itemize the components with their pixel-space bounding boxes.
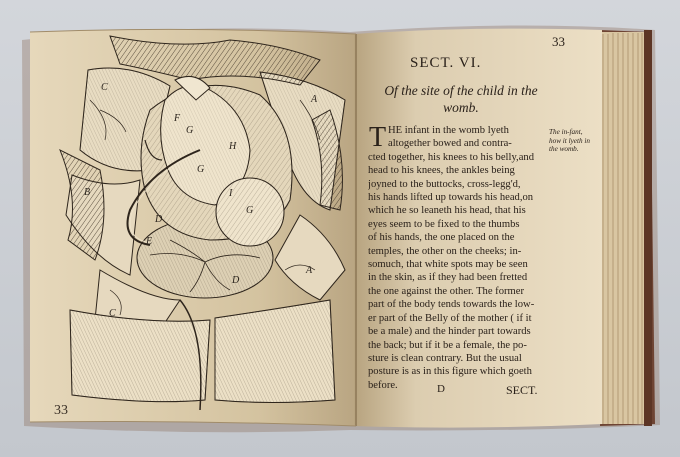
body-line: part of the body tends towards the low- [368,299,535,311]
chapter-title-line: Of the site of the child in the [384,83,538,98]
body-text [368,124,548,392]
figure-label: B [84,187,91,198]
catchword: SECT. [506,383,538,397]
body-line: cted together, his knees to his belly,and [368,151,534,163]
body-line: of his hands, the one placed on the [368,232,515,244]
body-line: his hands lifted up towards his head,on [368,192,534,204]
figure-label: H [229,141,237,152]
chapter-title-line: womb. [443,100,479,115]
body-line: temples, the other on the cheeks; in- [368,245,522,257]
body-line: head to his knees, the ankles being [368,165,515,177]
page-stack-right [600,30,652,426]
drop-cap: T [369,122,387,153]
signature-mark: D [437,383,445,395]
figure-label: C [101,82,108,93]
figure-label: C [109,308,116,319]
page-number-right: 33 [552,34,565,49]
body-line: the one against the other. The former [368,285,525,297]
body-line: the back; but if it be a female, the po- [368,339,527,351]
body-line: er part of the Belly of the mother ( if it [368,312,532,324]
chapter-title [372,82,550,116]
margin-note: The in-fant, how it lyeth in the womb. [549,128,590,153]
body-line: HE infant in the womb lyeth [388,125,509,136]
body-line: which he so leaneth his head, that his [368,205,526,217]
figure-label: G [186,125,194,136]
body-line: before. [368,379,398,391]
body-line: sture is clean contrary. But the usual [368,352,522,364]
body-line: eyes seem to be fixed to the thumbs [368,218,520,230]
figure-label: I [229,188,233,199]
figure-label: A [311,94,318,105]
body-line: somuch, that white spots may be seen [368,259,528,271]
figure-label: G [197,164,205,175]
body-line: in the skin, as if they had been fretted [368,272,528,284]
figure-label: F [174,113,181,124]
figure-label: E [146,236,153,247]
body-line: joyned to the buttocks, cross-legg'd, [368,178,521,190]
body-line: posture is as in this figure which goeth [368,366,532,378]
section-heading: SECT. VI. [410,55,482,71]
figure-label: A [306,265,313,276]
body-line: altogether bowed and contra- [388,138,512,150]
figure-label: D [232,275,240,286]
body-line: be a male) and the hinder part towards [368,326,531,338]
figure-label: G [246,205,254,216]
page-number-left: 33 [54,403,68,418]
figure-label: D [155,214,163,225]
